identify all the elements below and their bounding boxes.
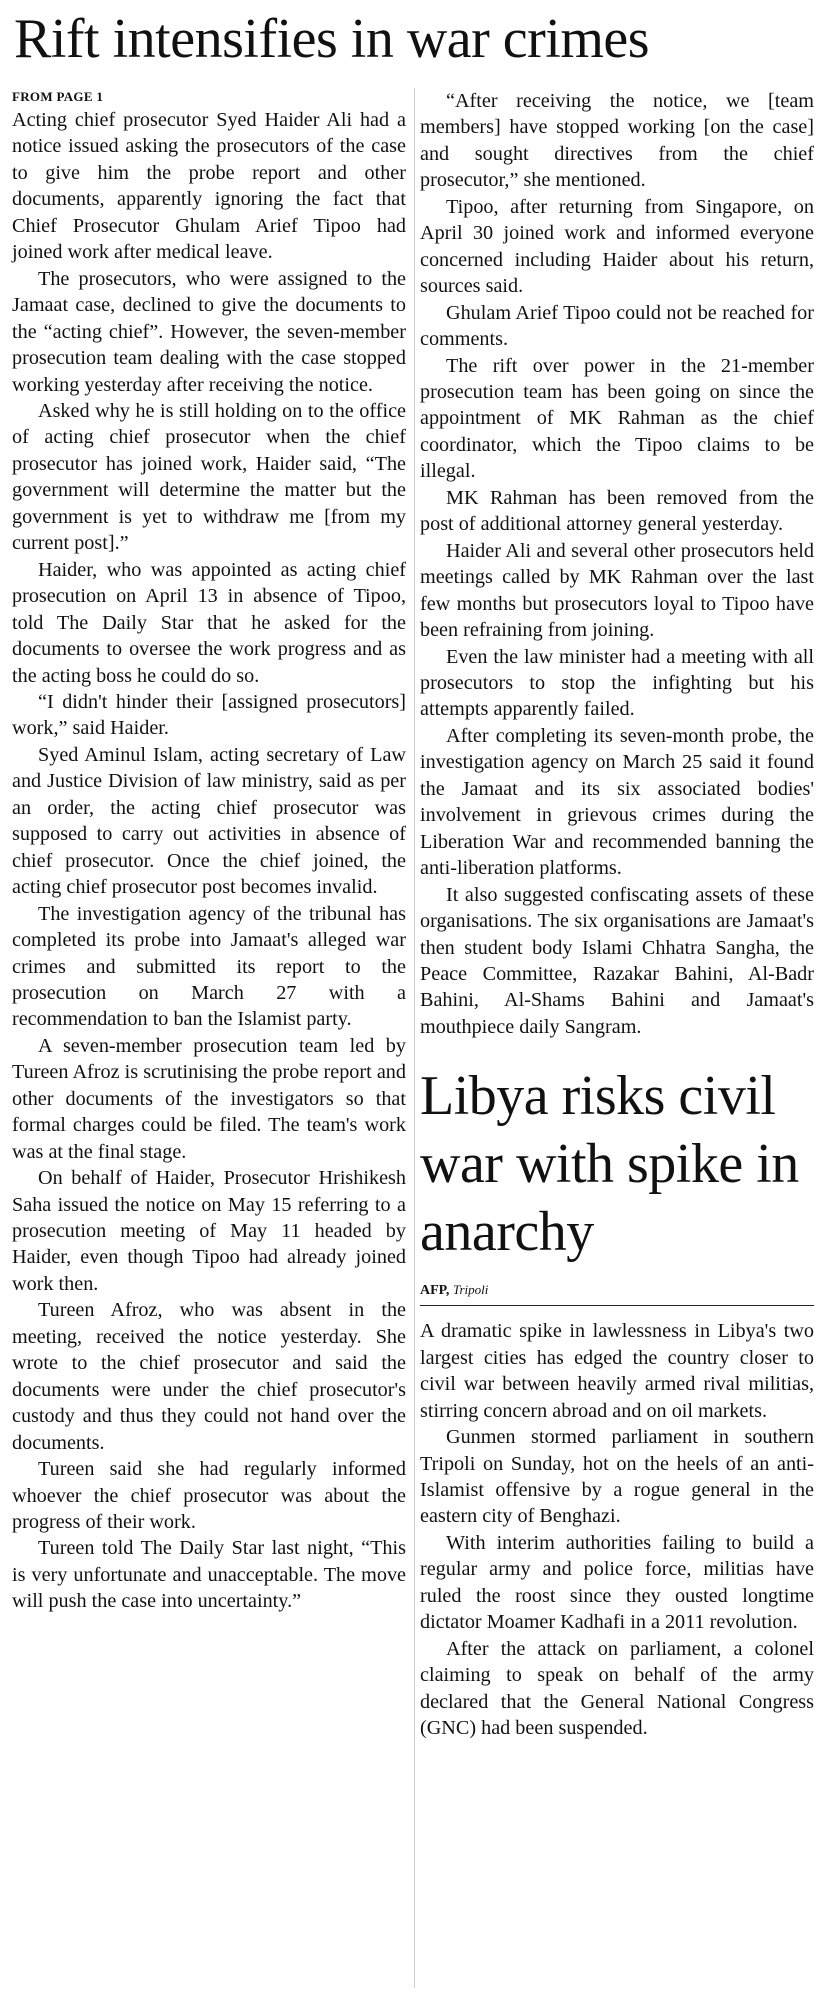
story1-paragraph: Tureen said she had regularly informed whoever the chief prosecutor was about the progress of their work.: [12, 1458, 406, 1534]
story1-paragraph: Ghulam Arief Tipoo could not be reached for comments.: [420, 301, 814, 351]
story1-paragraph: Acting chief prosecutor Syed Haider Ali had a notice issued asking the prosecutors of the case to give him the probe report and other documents, apparently ignoring the fact that Chief Prosecutor Ghulam Arief Tipoo had joined work after medical leave.: [12, 109, 406, 264]
byline-rule: [420, 1305, 814, 1306]
story1-paragraph: Haider, who was appointed as acting chief prosecution on April 13 in absence of Tipoo, told The Daily Star that he asked for the documents to oversee the work progress and as the acting boss he could do so.: [12, 558, 406, 687]
story2-paragraph: A dramatic spike in lawlessness in Libya's two largest cities has edged the country closer to civil war between heavily armed rival militias, stirring concern abroad and on oil markets.: [420, 1320, 814, 1422]
story1-kicker: FROM PAGE 1: [12, 89, 104, 104]
story1-paragraph: It also suggested confiscating assets of these organisations. The six organisations are Jamaat's then student body Islami Chhatra Sangha, the Peace Committee, Razakar Bahini, Al-Badr Bahini, Al-Shams Bahini and Jamaat's mouthpiece daily Sangram.: [420, 883, 814, 1038]
story2-byline: [420, 1280, 814, 1301]
column-divider: [414, 88, 415, 1988]
story1-paragraph: “I didn't hinder their [assigned prosecutors] work,” said Haider.: [12, 690, 406, 740]
story1-paragraph: Syed Aminul Islam, acting secretary of Law and Justice Division of law ministry, said as per an order, the acting chief prosecutor was supposed to carry out activities in absence of chief prosecutor. Once the chief joined, the acting chief prosecutor post becomes invalid.: [12, 743, 406, 899]
story1-paragraph: On behalf of Haider, Prosecutor Hrishikesh Saha issued the notice on May 15 referring to a prosecution meeting of May 11 headed by Haider, even though Tipoo had already joined work then.: [12, 1167, 406, 1295]
story1-paragraph: The prosecutors, who were assigned to the Jamaat case, declined to give the documents to the “acting chief”. However, the seven-member prosecution team dealing with the case stopped working yesterday after receiving the notice.: [12, 267, 406, 396]
story1-paragraph: Tipoo, after returning from Singapore, on April 30 joined work and informed everyone concerned including Haider about his return, sources said.: [420, 195, 814, 298]
story1-paragraph: The investigation agency of the tribunal has completed its probe into Jamaat's alleged war crimes and submitted its report to the prosecution on March 27 with a recommendation to ban the Islamist party.: [12, 902, 406, 1031]
story1-paragraph: Asked why he is still holding on to the office of acting chief prosecutor when the chief prosecutor has joined work, Haider said, “The government will determine the matter but the government is yet to withdraw me [from my current post].”: [12, 399, 406, 555]
story1-paragraph: “After receiving the notice, we [team members] have stopped working [on the case] and sought directives from the chief prosecutor,” she mentioned.: [420, 90, 814, 192]
story1-paragraph: Tureen Afroz, who was absent in the meeting, received the notice yesterday. She wrote to the chief prosecutor and said the documents were under the chief prosecutor's custody and thus they could not hand over the documents.: [12, 1299, 406, 1454]
story1-headline: Rift intensifies in war crimes: [14, 8, 650, 70]
story2-byline-agency: AFP,: [420, 1283, 450, 1299]
story1-paragraph: After completing its seven-month probe, the investigation agency on March 25 said it found the Jamaat and its six associated bodies' involvement in grievous crimes during the Liberation War and recommended banning the anti-liberation platforms.: [420, 724, 814, 880]
story1-paragraph: Haider Ali and several other prosecutors held meetings called by MK Rahman over the last few months but prosecutors loyal to Tipoo have been refraining from joining.: [420, 539, 814, 642]
story2-byline-place: Tripoli: [452, 1282, 489, 1298]
story2-headline: Libya risks civil war with spike in anarchy: [420, 1065, 799, 1264]
story1-paragraph: Tureen told The Daily Star last night, “This is very unfortunate and unacceptable. The move will push the case into uncertainty.”: [12, 1537, 406, 1613]
story1-paragraph: MK Rahman has been removed from the post of additional attorney general yesterday.: [420, 486, 814, 536]
story2-paragraph: With interim authorities failing to build a regular army and police force, militias have ruled the roost since they ousted longtime dictator Moamer Kadhafi in a 2011 revolution.: [420, 1531, 814, 1634]
story1-column-left: [12, 88, 406, 1615]
story1-paragraph: A seven-member prosecution team led by Tureen Afroz is scrutinising the probe report and other documents of the investigators so that formal charges could be filed. The team's work was at the final stage.: [12, 1034, 406, 1163]
story2-paragraph: After the attack on parliament, a colonel claiming to speak on behalf of the army declared that the General National Congress (GNC) had been suspended.: [420, 1637, 814, 1740]
story1-column-right: [420, 88, 814, 1742]
story1-paragraph: The rift over power in the 21-member prosecution team has been going on since the appointment of MK Rahman as the chief coordinator, which the Tipoo claims to be illegal.: [420, 354, 814, 483]
story2-paragraph: Gunmen stormed parliament in southern Tripoli on Sunday, hot on the heels of an anti-Islamist offensive by a rogue general in the eastern city of Benghazi.: [420, 1426, 814, 1528]
story1-paragraph: Even the law minister had a meeting with all prosecutors to stop the infighting but his attempts apparently failed.: [420, 645, 814, 721]
